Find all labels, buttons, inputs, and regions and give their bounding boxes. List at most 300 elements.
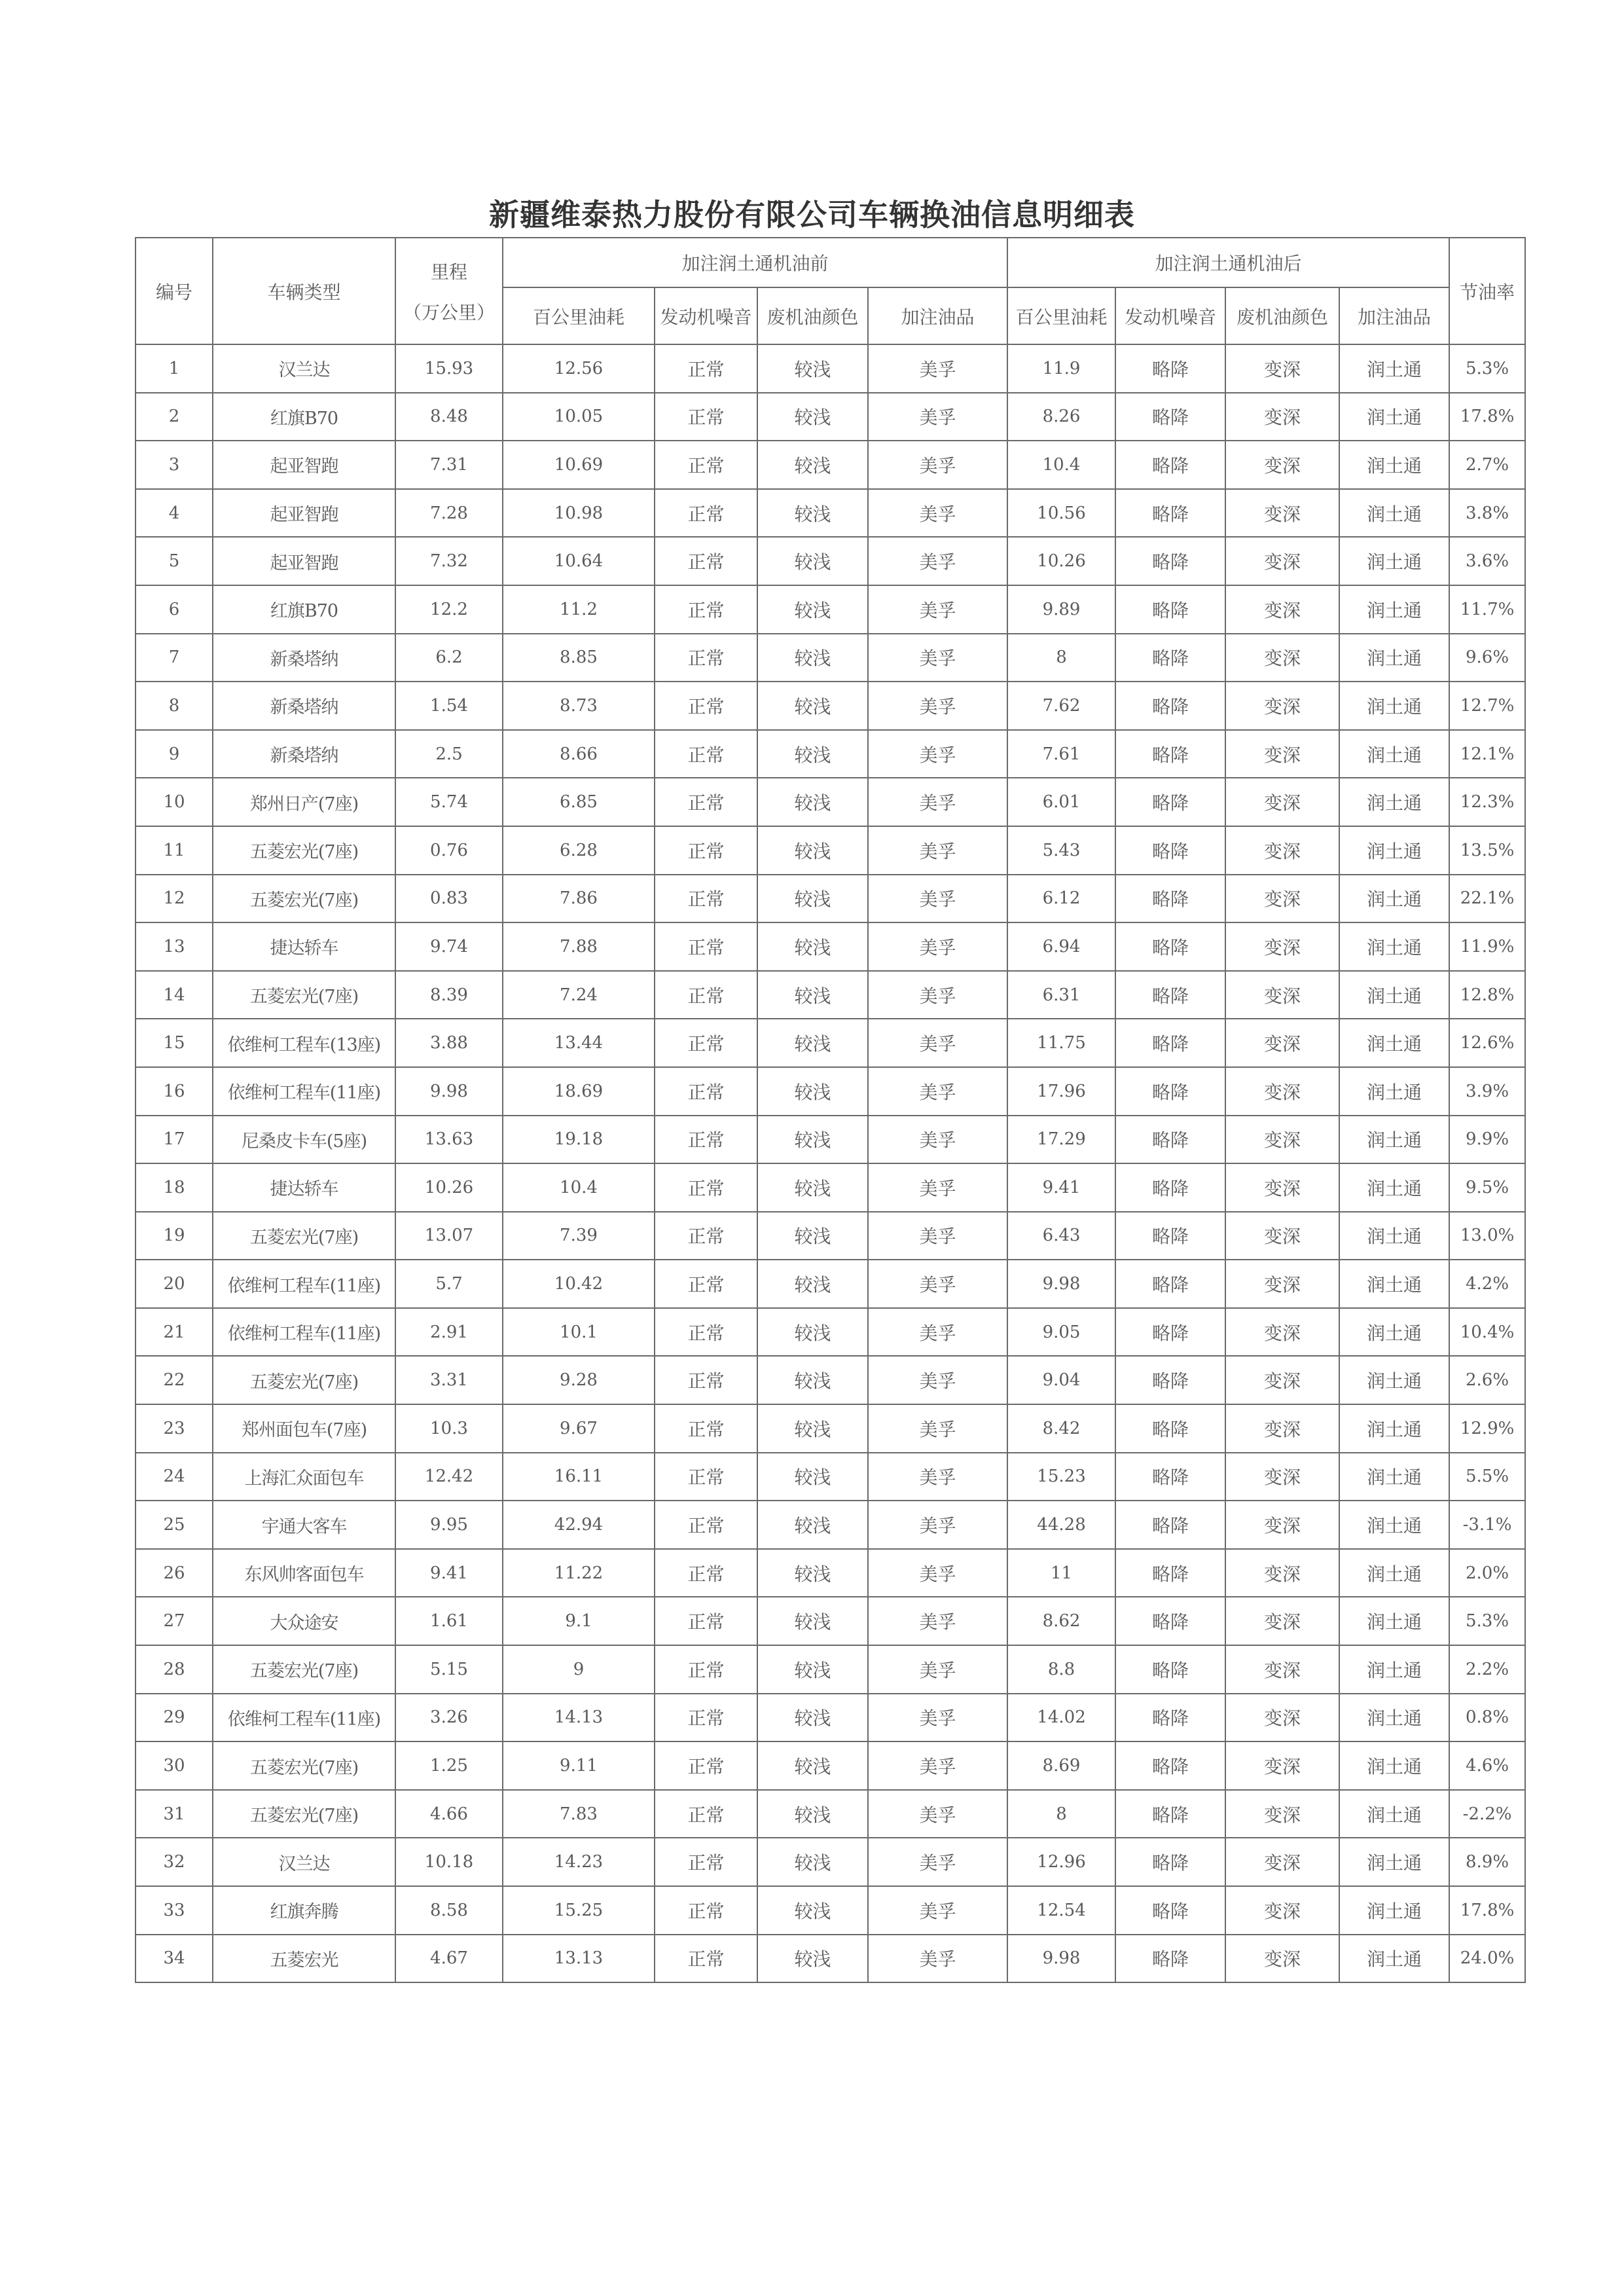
cell-after-color: 变深 xyxy=(1225,1935,1339,1983)
cell-mileage: 9.98 xyxy=(395,1067,503,1116)
cell-after-noise: 略降 xyxy=(1115,1694,1225,1742)
cell-after-fuel: 8 xyxy=(1007,1790,1115,1838)
cell-saving-rate: 12.8% xyxy=(1449,971,1525,1019)
cell-after-fuel: 9.98 xyxy=(1007,1260,1115,1308)
cell-vehicle-type: 起亚智跑 xyxy=(213,489,395,538)
table-row xyxy=(135,1163,1525,1212)
cell-id: 17 xyxy=(135,1116,213,1164)
cell-id: 7 xyxy=(135,634,213,682)
cell-id: 21 xyxy=(135,1308,213,1357)
cell-after-fuel: 10.4 xyxy=(1007,441,1115,489)
cell-after-oil: 润土通 xyxy=(1339,875,1449,923)
cell-after-noise: 略降 xyxy=(1115,1260,1225,1308)
cell-vehicle-type: 红旗奔腾 xyxy=(213,1886,395,1935)
cell-after-oil: 润土通 xyxy=(1339,1741,1449,1790)
cell-id: 33 xyxy=(135,1886,213,1935)
cell-id: 3 xyxy=(135,441,213,489)
cell-before-fuel: 10.42 xyxy=(503,1260,655,1308)
cell-before-color: 较浅 xyxy=(757,1404,868,1453)
cell-before-oil: 美孚 xyxy=(868,1453,1007,1501)
cell-before-noise: 正常 xyxy=(655,1597,757,1645)
cell-before-oil: 美孚 xyxy=(868,1694,1007,1742)
cell-before-oil: 美孚 xyxy=(868,1645,1007,1694)
cell-before-noise: 正常 xyxy=(655,634,757,682)
cell-before-fuel: 14.13 xyxy=(503,1694,655,1742)
cell-before-fuel: 7.88 xyxy=(503,922,655,971)
cell-id: 18 xyxy=(135,1163,213,1212)
cell-vehicle-type: 依维柯工程车(11座) xyxy=(213,1260,395,1308)
cell-after-noise: 略降 xyxy=(1115,1790,1225,1838)
header-before-oil: 加注油品 xyxy=(868,287,1007,344)
cell-mileage: 4.67 xyxy=(395,1935,503,1983)
cell-after-color: 变深 xyxy=(1225,1019,1339,1067)
header-after-color: 废机油颜色 xyxy=(1225,287,1339,344)
cell-vehicle-type: 五菱宏光(7座) xyxy=(213,1212,395,1260)
cell-vehicle-type: 汉兰达 xyxy=(213,1838,395,1886)
cell-after-color: 变深 xyxy=(1225,1838,1339,1886)
cell-saving-rate: 8.9% xyxy=(1449,1838,1525,1886)
cell-before-oil: 美孚 xyxy=(868,1019,1007,1067)
cell-mileage: 9.74 xyxy=(395,922,503,971)
cell-after-oil: 润土通 xyxy=(1339,1838,1449,1886)
header-mileage-unit: （万公里） xyxy=(403,301,495,323)
cell-before-color: 较浅 xyxy=(757,730,868,778)
table-row xyxy=(135,1260,1525,1308)
cell-mileage: 2.5 xyxy=(395,730,503,778)
cell-after-noise: 略降 xyxy=(1115,1453,1225,1501)
cell-before-fuel: 8.85 xyxy=(503,634,655,682)
cell-after-noise: 略降 xyxy=(1115,441,1225,489)
table-body xyxy=(135,344,1525,1982)
cell-vehicle-type: 五菱宏光 xyxy=(213,1935,395,1983)
cell-vehicle-type: 红旗B70 xyxy=(213,585,395,634)
cell-after-color: 变深 xyxy=(1225,344,1339,393)
cell-vehicle-type: 红旗B70 xyxy=(213,393,395,441)
cell-after-noise: 略降 xyxy=(1115,778,1225,826)
cell-after-fuel: 15.23 xyxy=(1007,1453,1115,1501)
cell-after-fuel: 10.56 xyxy=(1007,489,1115,538)
cell-before-oil: 美孚 xyxy=(868,826,1007,875)
cell-before-noise: 正常 xyxy=(655,1549,757,1597)
cell-after-oil: 润土通 xyxy=(1339,1163,1449,1212)
cell-id: 8 xyxy=(135,682,213,730)
cell-mileage: 13.07 xyxy=(395,1212,503,1260)
cell-before-color: 较浅 xyxy=(757,1597,868,1645)
cell-saving-rate: -3.1% xyxy=(1449,1501,1525,1549)
cell-before-color: 较浅 xyxy=(757,1212,868,1260)
cell-after-fuel: 12.54 xyxy=(1007,1886,1115,1935)
cell-after-oil: 润土通 xyxy=(1339,1549,1449,1597)
cell-after-color: 变深 xyxy=(1225,537,1339,585)
table-row xyxy=(135,1597,1525,1645)
cell-id: 26 xyxy=(135,1549,213,1597)
cell-after-fuel: 6.31 xyxy=(1007,971,1115,1019)
cell-before-color: 较浅 xyxy=(757,489,868,538)
cell-after-color: 变深 xyxy=(1225,1694,1339,1742)
cell-after-fuel: 17.96 xyxy=(1007,1067,1115,1116)
cell-after-color: 变深 xyxy=(1225,1067,1339,1116)
cell-saving-rate: 24.0% xyxy=(1449,1935,1525,1983)
cell-after-color: 变深 xyxy=(1225,585,1339,634)
cell-after-noise: 略降 xyxy=(1115,537,1225,585)
cell-before-color: 较浅 xyxy=(757,1935,868,1983)
cell-after-noise: 略降 xyxy=(1115,1741,1225,1790)
header-vehicle-type: 车辆类型 xyxy=(213,238,395,344)
cell-saving-rate: 12.7% xyxy=(1449,682,1525,730)
cell-vehicle-type: 五菱宏光(7座) xyxy=(213,1645,395,1694)
cell-saving-rate: 12.1% xyxy=(1449,730,1525,778)
cell-after-fuel: 8.42 xyxy=(1007,1404,1115,1453)
cell-before-fuel: 9.1 xyxy=(503,1597,655,1645)
cell-before-noise: 正常 xyxy=(655,441,757,489)
header-saving-rate: 节油率 xyxy=(1449,238,1525,344)
cell-after-oil: 润土通 xyxy=(1339,1212,1449,1260)
cell-mileage: 1.25 xyxy=(395,1741,503,1790)
cell-before-color: 较浅 xyxy=(757,1308,868,1357)
cell-before-color: 较浅 xyxy=(757,393,868,441)
cell-vehicle-type: 上海汇众面包车 xyxy=(213,1453,395,1501)
table-row xyxy=(135,441,1525,489)
cell-saving-rate: 13.0% xyxy=(1449,1212,1525,1260)
cell-after-noise: 略降 xyxy=(1115,1501,1225,1549)
cell-before-color: 较浅 xyxy=(757,1260,868,1308)
cell-after-noise: 略降 xyxy=(1115,1886,1225,1935)
cell-mileage: 0.76 xyxy=(395,826,503,875)
cell-vehicle-type: 起亚智跑 xyxy=(213,441,395,489)
cell-after-oil: 润土通 xyxy=(1339,1260,1449,1308)
cell-before-noise: 正常 xyxy=(655,585,757,634)
cell-saving-rate: 3.8% xyxy=(1449,489,1525,538)
cell-vehicle-type: 依维柯工程车(11座) xyxy=(213,1067,395,1116)
cell-before-fuel: 9.11 xyxy=(503,1741,655,1790)
cell-before-oil: 美孚 xyxy=(868,441,1007,489)
cell-before-noise: 正常 xyxy=(655,1886,757,1935)
cell-id: 16 xyxy=(135,1067,213,1116)
header-id: 编号 xyxy=(135,238,213,344)
cell-after-fuel: 8.8 xyxy=(1007,1645,1115,1694)
table-row xyxy=(135,585,1525,634)
cell-after-color: 变深 xyxy=(1225,730,1339,778)
cell-mileage: 7.31 xyxy=(395,441,503,489)
cell-before-fuel: 19.18 xyxy=(503,1116,655,1164)
table-row xyxy=(135,537,1525,585)
cell-before-fuel: 16.11 xyxy=(503,1453,655,1501)
cell-vehicle-type: 五菱宏光(7座) xyxy=(213,1741,395,1790)
cell-mileage: 1.54 xyxy=(395,682,503,730)
cell-saving-rate: 5.3% xyxy=(1449,344,1525,393)
cell-after-noise: 略降 xyxy=(1115,730,1225,778)
cell-after-oil: 润土通 xyxy=(1339,1116,1449,1164)
cell-before-oil: 美孚 xyxy=(868,875,1007,923)
cell-vehicle-type: 新桑塔纳 xyxy=(213,730,395,778)
cell-before-color: 较浅 xyxy=(757,441,868,489)
cell-vehicle-type: 依维柯工程车(13座) xyxy=(213,1019,395,1067)
table-row xyxy=(135,489,1525,538)
cell-before-noise: 正常 xyxy=(655,1163,757,1212)
cell-after-fuel: 17.29 xyxy=(1007,1116,1115,1164)
cell-before-fuel: 11.2 xyxy=(503,585,655,634)
cell-before-fuel: 7.86 xyxy=(503,875,655,923)
cell-saving-rate: 12.3% xyxy=(1449,778,1525,826)
cell-before-oil: 美孚 xyxy=(868,489,1007,538)
cell-vehicle-type: 新桑塔纳 xyxy=(213,634,395,682)
cell-after-noise: 略降 xyxy=(1115,1356,1225,1404)
table-row xyxy=(135,1453,1525,1501)
cell-saving-rate: 9.9% xyxy=(1449,1116,1525,1164)
cell-vehicle-type: 新桑塔纳 xyxy=(213,682,395,730)
cell-before-fuel: 9 xyxy=(503,1645,655,1694)
cell-after-noise: 略降 xyxy=(1115,1597,1225,1645)
cell-saving-rate: 3.6% xyxy=(1449,537,1525,585)
cell-id: 23 xyxy=(135,1404,213,1453)
cell-after-fuel: 6.43 xyxy=(1007,1212,1115,1260)
cell-after-color: 变深 xyxy=(1225,1453,1339,1501)
cell-after-fuel: 6.94 xyxy=(1007,922,1115,971)
cell-after-color: 变深 xyxy=(1225,489,1339,538)
cell-before-color: 较浅 xyxy=(757,1694,868,1742)
cell-saving-rate: 12.9% xyxy=(1449,1404,1525,1453)
cell-before-color: 较浅 xyxy=(757,1019,868,1067)
cell-after-noise: 略降 xyxy=(1115,1019,1225,1067)
cell-after-oil: 润土通 xyxy=(1339,393,1449,441)
cell-saving-rate: 0.8% xyxy=(1449,1694,1525,1742)
cell-before-color: 较浅 xyxy=(757,682,868,730)
cell-mileage: 12.2 xyxy=(395,585,503,634)
cell-mileage: 7.28 xyxy=(395,489,503,538)
cell-after-fuel: 6.01 xyxy=(1007,778,1115,826)
cell-id: 13 xyxy=(135,922,213,971)
cell-after-fuel: 9.98 xyxy=(1007,1935,1115,1983)
cell-before-oil: 美孚 xyxy=(868,1597,1007,1645)
cell-after-noise: 略降 xyxy=(1115,1163,1225,1212)
cell-before-fuel: 11.22 xyxy=(503,1549,655,1597)
header-before-fuel: 百公里油耗 xyxy=(503,287,655,344)
table-row xyxy=(135,875,1525,923)
table-row xyxy=(135,1212,1525,1260)
cell-before-oil: 美孚 xyxy=(868,1886,1007,1935)
cell-after-oil: 润土通 xyxy=(1339,1308,1449,1357)
cell-after-color: 变深 xyxy=(1225,1116,1339,1164)
table-row xyxy=(135,1935,1525,1983)
cell-vehicle-type: 五菱宏光(7座) xyxy=(213,971,395,1019)
cell-before-noise: 正常 xyxy=(655,922,757,971)
cell-after-fuel: 11 xyxy=(1007,1549,1115,1597)
table-row xyxy=(135,1404,1525,1453)
cell-mileage: 3.31 xyxy=(395,1356,503,1404)
cell-after-noise: 略降 xyxy=(1115,1212,1225,1260)
cell-after-fuel: 11.9 xyxy=(1007,344,1115,393)
cell-after-fuel: 11.75 xyxy=(1007,1019,1115,1067)
table-row xyxy=(135,393,1525,441)
table-row xyxy=(135,1019,1525,1067)
cell-before-fuel: 18.69 xyxy=(503,1067,655,1116)
cell-before-noise: 正常 xyxy=(655,344,757,393)
cell-vehicle-type: 宇通大客车 xyxy=(213,1501,395,1549)
cell-before-color: 较浅 xyxy=(757,1790,868,1838)
cell-after-fuel: 9.05 xyxy=(1007,1308,1115,1357)
cell-after-noise: 略降 xyxy=(1115,875,1225,923)
cell-after-oil: 润土通 xyxy=(1339,585,1449,634)
cell-mileage: 8.39 xyxy=(395,971,503,1019)
cell-mileage: 5.74 xyxy=(395,778,503,826)
cell-mileage: 12.42 xyxy=(395,1453,503,1501)
cell-vehicle-type: 起亚智跑 xyxy=(213,537,395,585)
cell-after-noise: 略降 xyxy=(1115,1116,1225,1164)
cell-mileage: 10.26 xyxy=(395,1163,503,1212)
cell-saving-rate: -2.2% xyxy=(1449,1790,1525,1838)
cell-before-oil: 美孚 xyxy=(868,1501,1007,1549)
cell-id: 30 xyxy=(135,1741,213,1790)
cell-after-noise: 略降 xyxy=(1115,393,1225,441)
cell-after-oil: 润土通 xyxy=(1339,1019,1449,1067)
cell-after-color: 变深 xyxy=(1225,1404,1339,1453)
table-row xyxy=(135,1501,1525,1549)
cell-after-color: 变深 xyxy=(1225,1501,1339,1549)
cell-before-fuel: 10.64 xyxy=(503,537,655,585)
cell-after-noise: 略降 xyxy=(1115,344,1225,393)
cell-before-oil: 美孚 xyxy=(868,1212,1007,1260)
header-after-noise: 发动机噪音 xyxy=(1115,287,1225,344)
cell-mileage: 6.2 xyxy=(395,634,503,682)
cell-saving-rate: 22.1% xyxy=(1449,875,1525,923)
cell-before-noise: 正常 xyxy=(655,1260,757,1308)
cell-vehicle-type: 尼桑皮卡车(5座) xyxy=(213,1116,395,1164)
cell-saving-rate: 2.6% xyxy=(1449,1356,1525,1404)
cell-after-oil: 润土通 xyxy=(1339,1597,1449,1645)
table-row xyxy=(135,1645,1525,1694)
cell-before-oil: 美孚 xyxy=(868,1790,1007,1838)
cell-mileage: 15.93 xyxy=(395,344,503,393)
cell-id: 9 xyxy=(135,730,213,778)
cell-before-noise: 正常 xyxy=(655,1935,757,1983)
cell-before-oil: 美孚 xyxy=(868,922,1007,971)
cell-mileage: 10.18 xyxy=(395,1838,503,1886)
cell-vehicle-type: 五菱宏光(7座) xyxy=(213,1356,395,1404)
table-row xyxy=(135,1790,1525,1838)
cell-before-color: 较浅 xyxy=(757,1549,868,1597)
cell-after-color: 变深 xyxy=(1225,682,1339,730)
cell-before-color: 较浅 xyxy=(757,1741,868,1790)
cell-after-oil: 润土通 xyxy=(1339,1501,1449,1549)
header-after-group: 加注润土通机油后 xyxy=(1007,238,1449,287)
cell-after-color: 变深 xyxy=(1225,1212,1339,1260)
cell-saving-rate: 9.5% xyxy=(1449,1163,1525,1212)
cell-after-color: 变深 xyxy=(1225,634,1339,682)
cell-vehicle-type: 汉兰达 xyxy=(213,344,395,393)
cell-vehicle-type: 依维柯工程车(11座) xyxy=(213,1308,395,1357)
cell-after-noise: 略降 xyxy=(1115,1308,1225,1357)
cell-before-fuel: 7.24 xyxy=(503,971,655,1019)
cell-before-color: 较浅 xyxy=(757,1501,868,1549)
cell-mileage: 2.91 xyxy=(395,1308,503,1357)
page-title: 新疆维泰热力股份有限公司车辆换油信息明细表 xyxy=(489,197,1135,232)
cell-before-fuel: 15.25 xyxy=(503,1886,655,1935)
cell-after-oil: 润土通 xyxy=(1339,1645,1449,1694)
cell-id: 25 xyxy=(135,1501,213,1549)
cell-saving-rate: 9.6% xyxy=(1449,634,1525,682)
cell-after-noise: 略降 xyxy=(1115,1645,1225,1694)
cell-before-noise: 正常 xyxy=(655,730,757,778)
cell-before-oil: 美孚 xyxy=(868,344,1007,393)
cell-before-color: 较浅 xyxy=(757,634,868,682)
cell-vehicle-type: 五菱宏光(7座) xyxy=(213,826,395,875)
cell-after-oil: 润土通 xyxy=(1339,1790,1449,1838)
cell-after-fuel: 8 xyxy=(1007,634,1115,682)
cell-vehicle-type: 郑州日产(7座) xyxy=(213,778,395,826)
cell-mileage: 3.88 xyxy=(395,1019,503,1067)
cell-before-oil: 美孚 xyxy=(868,1308,1007,1357)
cell-after-oil: 润土通 xyxy=(1339,1067,1449,1116)
cell-before-noise: 正常 xyxy=(655,875,757,923)
cell-mileage: 13.63 xyxy=(395,1116,503,1164)
cell-after-fuel: 6.12 xyxy=(1007,875,1115,923)
cell-id: 4 xyxy=(135,489,213,538)
cell-after-color: 变深 xyxy=(1225,1356,1339,1404)
table-row xyxy=(135,730,1525,778)
cell-after-color: 变深 xyxy=(1225,1597,1339,1645)
cell-after-oil: 润土通 xyxy=(1339,826,1449,875)
table-row xyxy=(135,1886,1525,1935)
cell-before-fuel: 9.28 xyxy=(503,1356,655,1404)
cell-saving-rate: 5.3% xyxy=(1449,1597,1525,1645)
cell-before-oil: 美孚 xyxy=(868,1838,1007,1886)
cell-after-fuel: 9.89 xyxy=(1007,585,1115,634)
cell-vehicle-type: 大众途安 xyxy=(213,1597,395,1645)
cell-before-fuel: 6.85 xyxy=(503,778,655,826)
cell-after-oil: 润土通 xyxy=(1339,730,1449,778)
cell-id: 34 xyxy=(135,1935,213,1983)
cell-before-color: 较浅 xyxy=(757,826,868,875)
table-row xyxy=(135,1067,1525,1116)
cell-mileage: 8.48 xyxy=(395,393,503,441)
cell-before-oil: 美孚 xyxy=(868,634,1007,682)
cell-after-color: 变深 xyxy=(1225,1308,1339,1357)
cell-after-fuel: 14.02 xyxy=(1007,1694,1115,1742)
cell-before-noise: 正常 xyxy=(655,1790,757,1838)
table-row xyxy=(135,344,1525,393)
cell-after-oil: 润土通 xyxy=(1339,489,1449,538)
cell-mileage: 7.32 xyxy=(395,537,503,585)
table-row xyxy=(135,634,1525,682)
cell-mileage: 4.66 xyxy=(395,1790,503,1838)
cell-before-oil: 美孚 xyxy=(868,1260,1007,1308)
cell-after-oil: 润土通 xyxy=(1339,344,1449,393)
cell-id: 2 xyxy=(135,393,213,441)
table-row xyxy=(135,1356,1525,1404)
cell-id: 20 xyxy=(135,1260,213,1308)
cell-mileage: 5.7 xyxy=(395,1260,503,1308)
cell-before-color: 较浅 xyxy=(757,1356,868,1404)
cell-after-oil: 润土通 xyxy=(1339,1453,1449,1501)
cell-id: 15 xyxy=(135,1019,213,1067)
cell-after-oil: 润土通 xyxy=(1339,441,1449,489)
cell-after-fuel: 9.41 xyxy=(1007,1163,1115,1212)
cell-before-noise: 正常 xyxy=(655,1212,757,1260)
cell-saving-rate: 4.6% xyxy=(1449,1741,1525,1790)
cell-after-fuel: 5.43 xyxy=(1007,826,1115,875)
cell-before-oil: 美孚 xyxy=(868,1935,1007,1983)
cell-after-noise: 略降 xyxy=(1115,922,1225,971)
cell-after-oil: 润土通 xyxy=(1339,1886,1449,1935)
cell-mileage: 0.83 xyxy=(395,875,503,923)
header-mileage xyxy=(395,238,503,344)
cell-after-fuel: 8.26 xyxy=(1007,393,1115,441)
cell-after-oil: 润土通 xyxy=(1339,1694,1449,1742)
cell-before-noise: 正常 xyxy=(655,1019,757,1067)
cell-saving-rate: 2.2% xyxy=(1449,1645,1525,1694)
cell-saving-rate: 4.2% xyxy=(1449,1260,1525,1308)
cell-after-noise: 略降 xyxy=(1115,1549,1225,1597)
